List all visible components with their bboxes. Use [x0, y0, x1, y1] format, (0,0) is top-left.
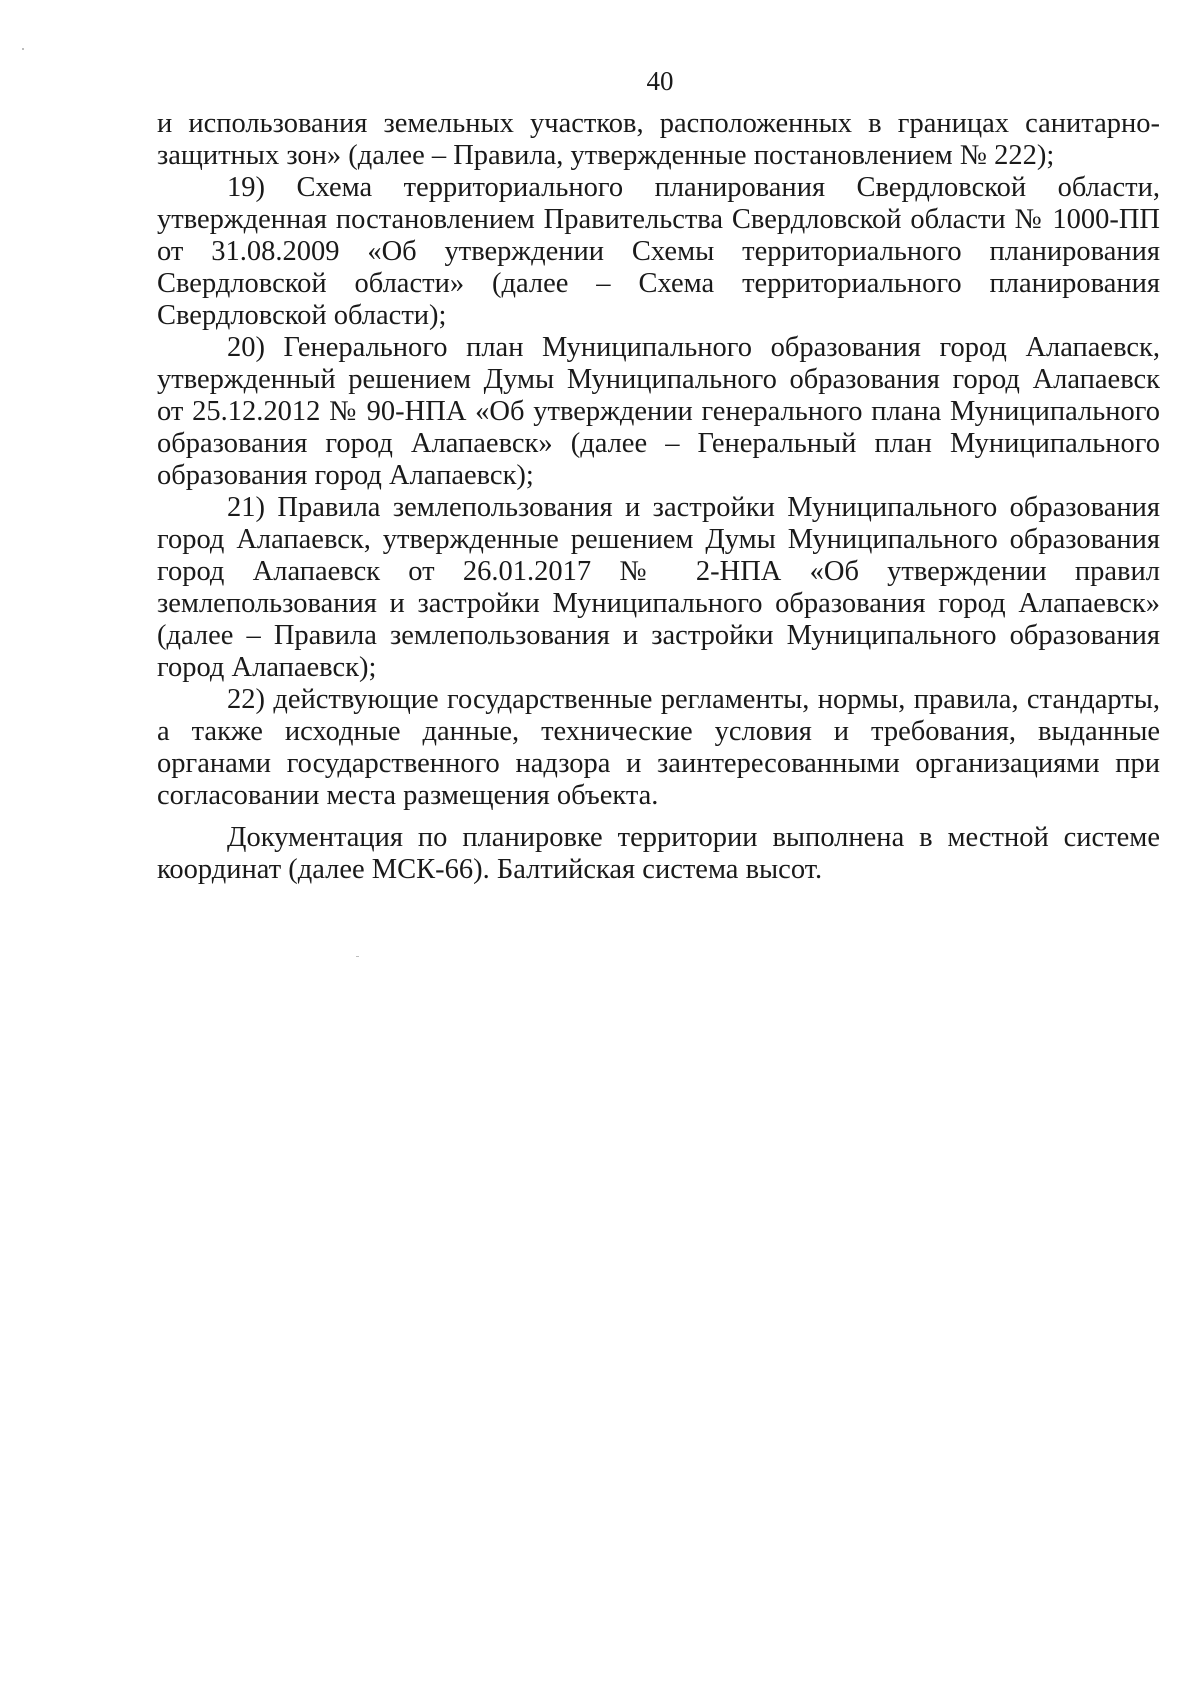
- paragraph-item-21: 21) Правила землепользования и застройки Муниципального образования город Алапаевск, утвержденные решением Думы Муниципального образования город Алапаевск от 26.01.2017 № 2-НПА «Об утверждении правил землепользования и застройки Муниципального образования город Алапаевск» (далее – Правила землепользования и застройки Муниципального образования город Алапаевск);: [157, 492, 1160, 683]
- document-body: [157, 108, 1160, 886]
- paragraph-item-20: 20) Генерального план Муниципального образования город Алапаевск, утвержденный решением Думы Муниципального образования город Алапаевск от 25.12.2012 № 90-НПА «Об утверждении генерального плана Муниципального образования город Алапаевск» (далее – Генеральный план Муниципального образования город Алапаевск);: [157, 332, 1160, 491]
- paragraph-item-22: 22) действующие государственные регламенты, нормы, правила, стандарты, а также исходные данные, технические условия и требования, выданные органами государственного надзора и заинтересованными организациями при согласовании места размещения объекта.: [157, 684, 1160, 811]
- paragraph-continuation: и использования земельных участков, расположенных в границах санитарно-защитных зон» (далее – Правила, утвержденные постановлением № 222);: [157, 108, 1160, 171]
- scan-speck: [22, 48, 24, 50]
- paragraph-coordinate-system: Документация по планировке территории выполнена в местной системе координат (далее МСК-66). Балтийская система высот.: [157, 822, 1160, 885]
- page-number: 40: [646, 66, 674, 96]
- paragraph-item-19: 19) Схема территориального планирования Свердловской области, утвержденная постановлением Правительства Свердловской области № 1000-ПП от 31.08.2009 «Об утверждении Схемы территориального планирования Свердловской области» (далее – Схема территориального планирования Свердловской области);: [157, 172, 1160, 331]
- scan-speck: [356, 956, 359, 957]
